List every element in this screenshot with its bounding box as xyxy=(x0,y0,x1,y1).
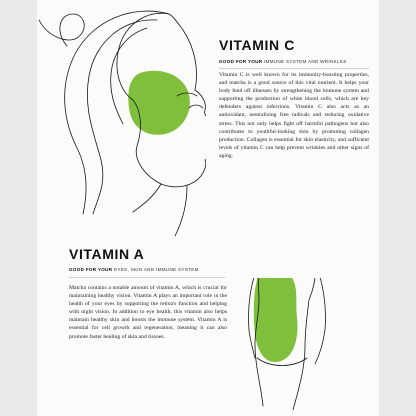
vitamin-a-good-for-text: EYES, SKIN AND IMMUNE SYSTEM xyxy=(113,267,199,272)
vitamin-a-good-for-label: GOOD FOR YOUR xyxy=(69,267,113,272)
vitamin-c-good-for-label: GOOD FOR YOUR xyxy=(219,59,263,64)
book-page xyxy=(37,0,379,416)
vitamin-c-good-for-text: IMMUNE SYSTEM AND WRINKLES xyxy=(263,59,347,64)
neck-line xyxy=(133,184,187,236)
hair-loop xyxy=(39,14,84,46)
vitamin-c-divider xyxy=(219,68,369,69)
vitamin-a-title: VITAMIN A xyxy=(69,246,145,262)
vitamin-a-subtitle xyxy=(69,267,199,272)
vitamin-c-card xyxy=(206,28,379,278)
vitamin-a-divider xyxy=(69,277,225,278)
vitamin-c-body: Vitamin C is well known for its immunity-boosting properties, and matcha is a good source of this vital nutrient. It helps your body fend off illnesses by strengthening the immune system and supporting the production of white blood cells, which are key defenders against infections. Vitamin C also acts as an antioxidant, neutralizing free radicals and reducing oxidative stress. This not only helps fight off harmful pathogens but also contributes to youthful-looking skin by promoting collagen production. Collagen is essential for skin elasticity, and sufficient levels of vitamin C can help prevent wrinkles and other signs of aging. xyxy=(219,72,369,159)
face-green-blob xyxy=(128,71,190,135)
vitamin-c-title: VITAMIN C xyxy=(219,37,295,53)
vitamin-a-body: Matcha contains a notable amount of vitamin A, which is crucial for maintaining healthy vision. Vitamin A plays an important role in the health of your eyes by supporting the retina's function and helping with night vision. In addition to eye health, this vitamin also helps maintain healthy skin and boosts the immune system. Vitamin A is essential for cell growth and regeneration, meaning it can also promote faster healing of skin and tissues. xyxy=(69,285,227,340)
vitamin-a-card xyxy=(65,246,240,416)
vitamin-c-subtitle xyxy=(219,59,347,64)
body-green-blob xyxy=(254,268,298,362)
